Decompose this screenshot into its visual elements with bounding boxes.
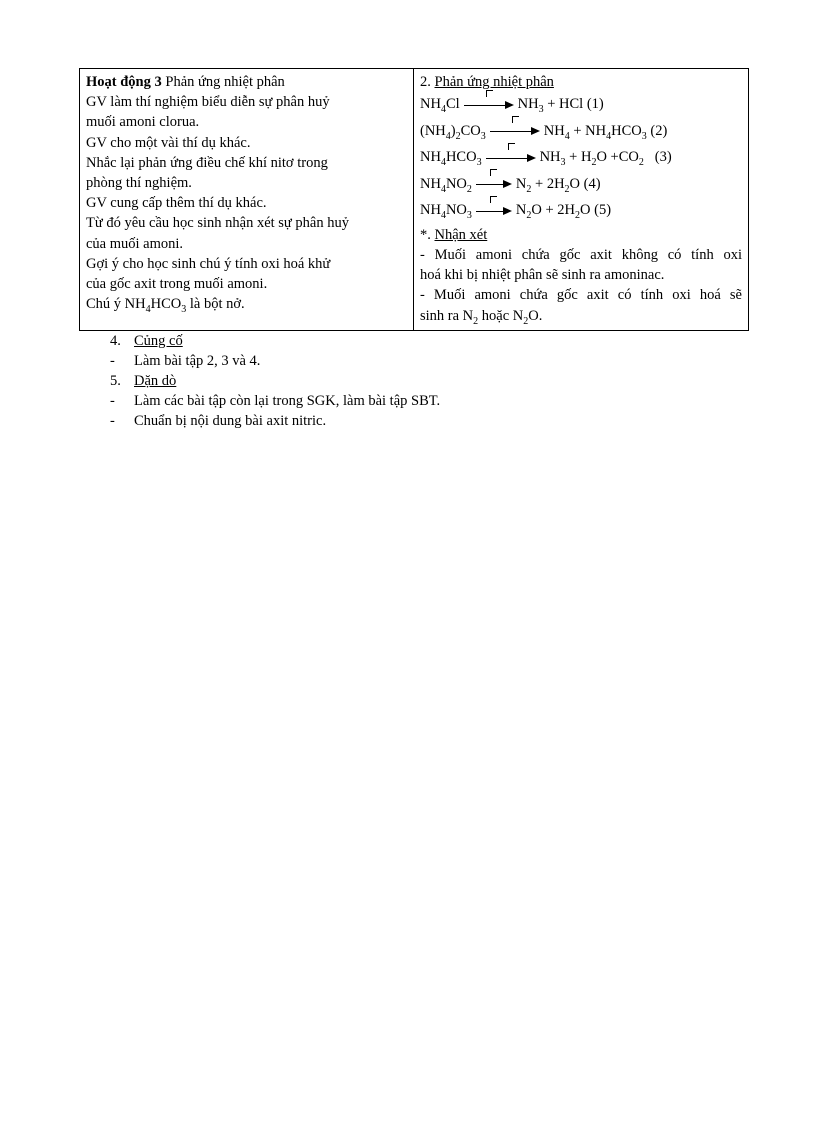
heat-arrow-icon	[464, 99, 514, 111]
list-item: - Chuẩn bị nội dung bài axit nitric.	[110, 413, 327, 429]
equation: $NH_4NO_3$ $N_2O + 2H_2O$ (5)	[420, 198, 742, 225]
heat-arrow-icon	[476, 178, 512, 190]
lesson-table	[79, 68, 749, 331]
section-4-heading: 4. Củng cố	[110, 333, 183, 349]
activity-line: phòng thí nghiệm.	[86, 175, 192, 192]
equation-list	[420, 92, 742, 225]
teacher-activity-cell	[80, 69, 414, 330]
activity-line: Từ đó yêu cầu học sinh nhận xét sự phân huỷ	[86, 215, 349, 232]
lesson-sections	[110, 331, 440, 431]
remark-text: - Muối amoni chứa gốc axit có tính oxi hoá sẽ	[420, 287, 742, 304]
heat-arrow-icon	[490, 125, 540, 137]
remark-title: *. Nhận xét	[420, 226, 488, 243]
activity-line: của muối amoni.	[86, 235, 184, 252]
activity-line: GV cho một vài thí dụ khác.	[86, 134, 251, 151]
remark-text: sinh ra $N_2$ hoặc $N_2O$.	[420, 307, 543, 327]
activity-line: muối amoni clorua.	[86, 114, 200, 131]
remark-text: hoá khi bị nhiệt phân sẽ sinh ra amoninac.	[420, 267, 665, 284]
equation: $NH_4Cl$ $NH_3$ + HCl (1)	[420, 92, 742, 119]
equation: $NH_4HCO_3$ $NH_3 + H_2O +CO_2$ (3)	[420, 145, 742, 172]
activity-line: GV cung cấp thêm thí dụ khác.	[86, 195, 267, 212]
list-item: - Làm bài tập 2, 3 và 4.	[110, 353, 261, 369]
section-5-heading: 5. Dặn dò	[110, 373, 177, 389]
activity-line-last: Chú ý $NH_4HCO_3$ là bột nở.	[86, 296, 245, 316]
activity-line: GV làm thí nghiệm biểu diễn sự phân huỷ	[86, 94, 330, 111]
equation: $(NH_4)_2CO_3$ $NH_4 + NH_4HCO_3$ (2)	[420, 119, 742, 146]
list-item: - Làm các bài tập còn lại trong SGK, làm bài tập SBT.	[110, 393, 441, 409]
equation: $NH_4NO_2$ $N_2 + 2H_2O$ (4)	[420, 172, 742, 199]
remark-text: - Muối amoni chứa gốc axit không có tính oxi	[420, 246, 742, 263]
section-title: 2. Phản ứng nhiệt phân	[420, 74, 554, 90]
activity-line: của gốc axit trong muối amoni.	[86, 276, 268, 293]
heat-arrow-icon	[486, 152, 536, 164]
content-cell	[414, 69, 748, 330]
heat-arrow-icon	[476, 205, 512, 217]
activity-heading: Hoạt động 3 Phản ứng nhiệt phân	[86, 74, 285, 90]
activity-line: Nhắc lại phản ứng điều chế khí nitơ trong	[86, 154, 328, 171]
activity-line: Gợi ý cho học sinh chú ý tính oxi hoá khử	[86, 255, 331, 272]
